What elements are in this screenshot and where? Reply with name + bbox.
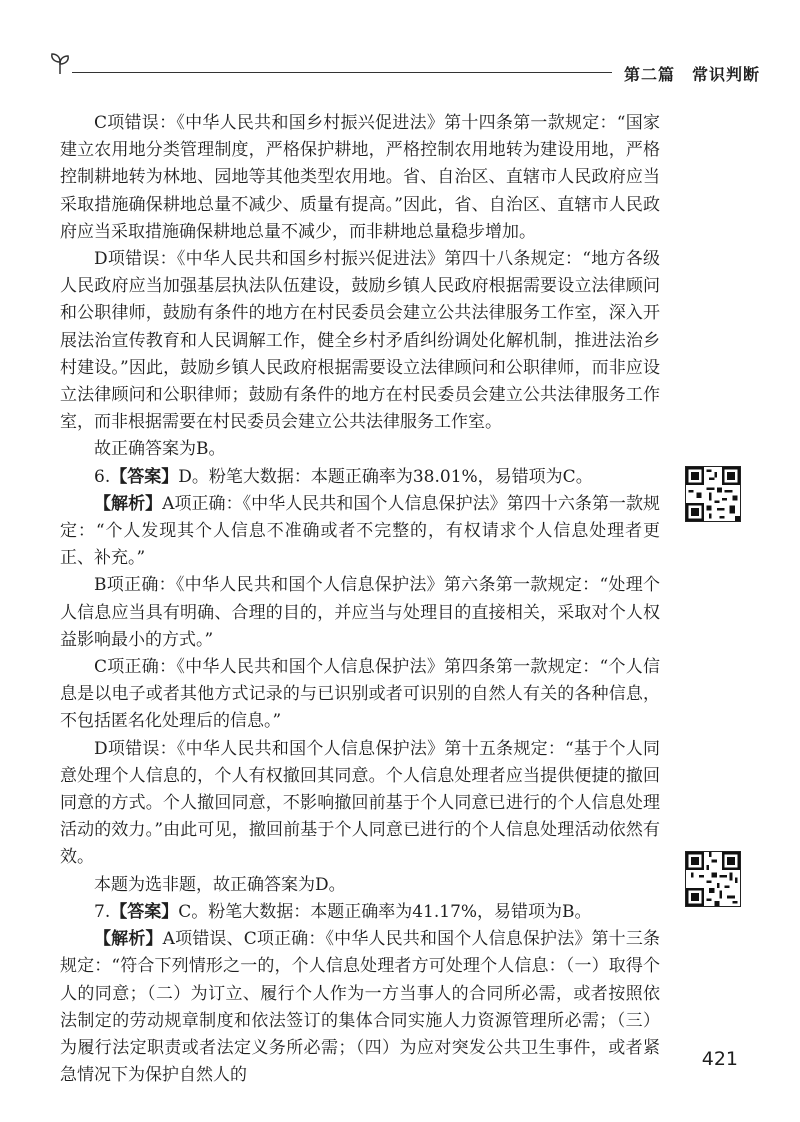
page-body	[60, 110, 660, 1089]
page-number: 421	[701, 1048, 738, 1070]
q7-analysis-tag: 【解析】	[94, 929, 163, 950]
q6-analysis-tag: 【解析】	[94, 493, 163, 514]
q6-answer	[60, 464, 660, 491]
q7-number: 7.	[94, 901, 111, 922]
q6-item-b: B项正确：《中华人民共和国个人信息保护法》第六条第一款规定：“处理个人信息应当具有明确、合理的目的，并应当与处理目的直接相关，采取对个人权益影响最小的方式。”	[60, 575, 660, 650]
q6-analysis	[60, 491, 660, 573]
paragraph-conclusion: 故正确答案为B。	[94, 439, 226, 460]
q6-number: 6.	[94, 466, 111, 487]
q6-item-d: D项错误：《中华人民共和国个人信息保护法》第十五条规定：“基于个人同意处理个人信息的，个人有权撤回其同意。个人信息处理者应当提供便捷的撤回同意的方式。个人撤回同意，不影响撤回前基于个人同意已进行的个人信息处理活动的效力。”由此可见，撤回前基于个人同意已进行的个人信息处理活动依然有效。	[60, 738, 660, 868]
header-title: 第二篇 常识判断	[623, 65, 760, 84]
sprout-icon	[48, 52, 72, 76]
qr-code-q7[interactable]	[685, 851, 741, 907]
paragraph-d-item: D项错误：《中华人民共和国乡村振兴促进法》第四十八条规定：“地方各级人民政府应当加强基层执法队伍建设，鼓励乡镇人民政府根据需要设立法律顾问和公职律师，鼓励有条件的地方在村民委员会建立公共法律服务工作室，深入开展法治宣传教育和人民调解工作，健全乡村矛盾纠纷调处化解机制，推进法治乡村建设。”因此，鼓励乡镇人民政府根据需要设立法律顾问和公职律师，而非应设立法律顾问和公职律师；鼓励有条件的地方在村民委员会建立公共法律服务工作室，而非根据需要在村民委员会建立公共法律服务工作室。	[60, 249, 660, 433]
q6-conclusion: 本题为选非题，故正确答案为D。	[94, 874, 346, 895]
q7-answer-text: C。粉笔大数据：本题正确率为41.17%，易错项为B。	[178, 901, 592, 922]
q6-analysis-text: A项正确：《中华人民共和国个人信息保护法》第四十六条第一款规定：“个人发现其个人信息不准确或者不完整的，有权请求个人信息处理者更正、补充。”	[60, 493, 661, 569]
header-rule	[72, 72, 612, 73]
q6-answer-tag: 【答案】	[110, 466, 179, 487]
q6-answer-text: D。粉笔大数据：本题正确率为38.01%，易错项为C。	[178, 466, 593, 487]
q6-item-c: C项正确：《中华人民共和国个人信息保护法》第四条第一款规定：“个人信息是以电子或者其他方式记录的与已识别或者可识别的自然人有关的各种信息，不包括匿名化处理后的信息。”	[60, 657, 660, 732]
q7-answer	[60, 899, 660, 926]
page-header	[40, 52, 760, 82]
paragraph-c-item: C项错误：《中华人民共和国乡村振兴促进法》第十四条第一款规定：“国家建立农用地分类管理制度，严格保护耕地，严格控制农用地转为建设用地，严格控制耕地转为林地、园地等其他类型农用地。省、自治区、直辖市人民政府应当采取措施确保耕地总量不减少、质量有提高。”因此，省、自治区、直辖市人民政府应当采取措施确保耕地总量不减少，而非耕地总量稳步增加。	[60, 113, 660, 242]
q7-answer-tag: 【答案】	[110, 901, 179, 922]
qr-code-q6[interactable]	[685, 466, 741, 522]
q7-analysis-text: A项错误、C项正确：《中华人民共和国个人信息保护法》第十三条规定：“符合下列情形之一的，个人信息处理者方可处理个人信息：（一）取得个人的同意；（二）为订立、履行个人作为一方当事人的合同所必需，或者按照依法制定的劳动规章制度和依法签订的集体合同实施人力资源管理所必需；（三）为履行法定职责或者法定义务所必需；（四）为应对突发公共卫生事件，或者紧急情况下为保护自然人的	[60, 929, 660, 1086]
q7-analysis	[60, 926, 660, 1089]
